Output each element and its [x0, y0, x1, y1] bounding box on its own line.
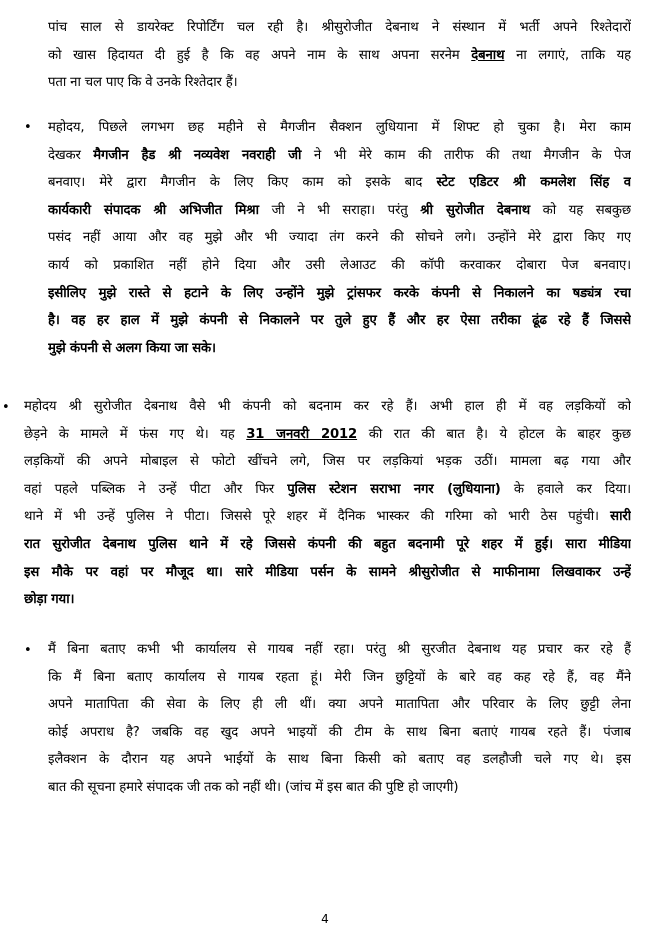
text-line: अपने मातापिता की सेवा के लिए ही ली थीं। क्या अपने मातापिता और परिवार के लिए छुट्टी लेना [48, 697, 631, 713]
text-line: छोड़ा गया। [24, 592, 75, 608]
surname-emphasis: देबनाथ [471, 47, 505, 63]
text-line: कार्यकारी संपादक श्री अभिजीत मिश्रा जी ने भी सराहा। परंतु श्री सुरोजीत देबनाथ को यह सबकुछ [48, 202, 631, 218]
bullet-marker: • [24, 120, 32, 135]
text-line: लड़कियों की अपने मोबाइल से फोटो खींचने लगे, जिस पर लड़कियां भड़क उठीं। मामला बढ़ गया और [24, 454, 631, 470]
text-line: मैं बिना बताए कभी भी कार्यालय से गायब नहीं रहा। परंतु श्री सुरजीत देबनाथ यह प्रचार कर रहे हैं [48, 642, 631, 657]
bullet-marker: • [2, 400, 10, 415]
paragraph-leave [48, 636, 631, 802]
date-emphasis: 31 जनवरी 2012 [246, 426, 358, 442]
text-line: कार्य को प्रकाशित नहीं होने दिया और उसी लेआउट की कॉपी करवाकर दोबारा पेज बनवाए। [48, 257, 631, 273]
text-line: देखकर मैगजीन हैड श्री नव्यवेश नवराही जी ने भी मेरे काम की तारीफ की तथा मैगजीन के पेज [48, 147, 631, 163]
text-line: को खास हिदायत दी हुई है कि वह अपने नाम के साथ अपना सरनेम देबनाथ ना लगाएं, ताकि यह [48, 47, 631, 63]
bullet-marker: • [24, 643, 32, 658]
text-line: रात सुरोजीत देबनाथ पुलिस थाने में रहे जिससे कंपनी की बहुत बदनामी पूरे शहर में हुई। सारा मीडिया [24, 536, 631, 552]
text-line: पांच साल से डायरेक्ट रिपोर्टिंग चल रही है। श्रीसुरोजीत देबनाथ ने संस्थान में भर्ती अपने रिश्तेदारों [48, 20, 631, 35]
paragraph-continuation [48, 14, 631, 97]
text-line: छेड़ने के मामले में फंस गए थे। यह 31 जनवरी 2012 की रात की बात है। ये होटल के बाहर कुछ [24, 426, 631, 442]
text-line: बात की सूचना हमारे संपादक जी तक को नहीं थी। (जांच में इस बात की पुष्टि हो जाएगी) [48, 779, 459, 795]
text-line: बनवाए। मेरे द्वारा मैगजीन के लिए किए काम को इसके बाद स्टेट एडिटर श्री कमलेश सिंह व [48, 175, 631, 191]
text-line: पसंद नहीं आया और वह मुझे और भी ज्यादा तंग करने की सोचने लगे। उन्होंने मेरे द्वारा किए गए [48, 230, 631, 246]
text-line: पता ना चल पाए कि वे उनके रिश्तेदार हैं। [48, 75, 238, 91]
page-number: 4 [321, 912, 329, 926]
text-line: इलैक्शन के दौरान यह अपने भाईयों के साथ बिना किसी को बताए वह डलहौजी चले गए थे। इस [48, 752, 631, 768]
text-line: मुझे कंपनी से अलग किया जा सके। [48, 340, 216, 356]
paragraph-magazine-section [48, 114, 631, 362]
text-line: महोदय, पिछले लगभग छह महीने से मैगजीन सैक्शन लुधियाना में शिफ्ट हो चुका है। मेरा काम [48, 120, 631, 135]
paragraph-incident [24, 393, 631, 614]
text-line: है। वह हर हाल में मुझे कंपनी से निकालने पर तुले हुए हैं और हर ऐसा तरीका ढूंढ रहे हैं जिससे [48, 313, 631, 329]
text-line: इस मौके पर वहां पर मौजूद था। सारे मीडिया पर्सन के सामने श्रीसुरोजीत से माफीनामा लिखवाकर उन्हें [24, 564, 631, 580]
text-line: कोई अपराध है? जबकि वह खुद अपने भाइयों की टीम के साथ बिना बताएं गायब रहते हैं। पंजाब [48, 724, 631, 740]
text-line: वहां पहले पब्लिक ने उन्हें पीटा और फिर पुलिस स्टेशन सराभा नगर (लुधियाना) के हवाले कर दिया। [24, 481, 631, 497]
text-line: कि मैं बिना बताए कार्यालय से गायब रहता हूं। मेरी जिन छुट्टियों के बारे वह कह रहे हैं, वह मैंने [48, 669, 631, 685]
text-line: महोदय श्री सुरोजीत देबनाथ वैसे भी कंपनी को बदनाम कर रहे हैं। अभी हाल ही में वह लड़कियों को [24, 399, 631, 414]
text-line: इसीलिए मुझे रास्ते से हटाने के लिए उन्होंने मुझे ट्रांसफर करके कंपनी से निकालने का षड्यंत्र रचा [48, 285, 631, 301]
text-line: थाने में भी उन्हें पुलिस ने पीटा। जिससे पूरे शहर में दैनिक भास्कर की गरिमा को भारी ठेस पहुंची। सारी [24, 509, 631, 525]
